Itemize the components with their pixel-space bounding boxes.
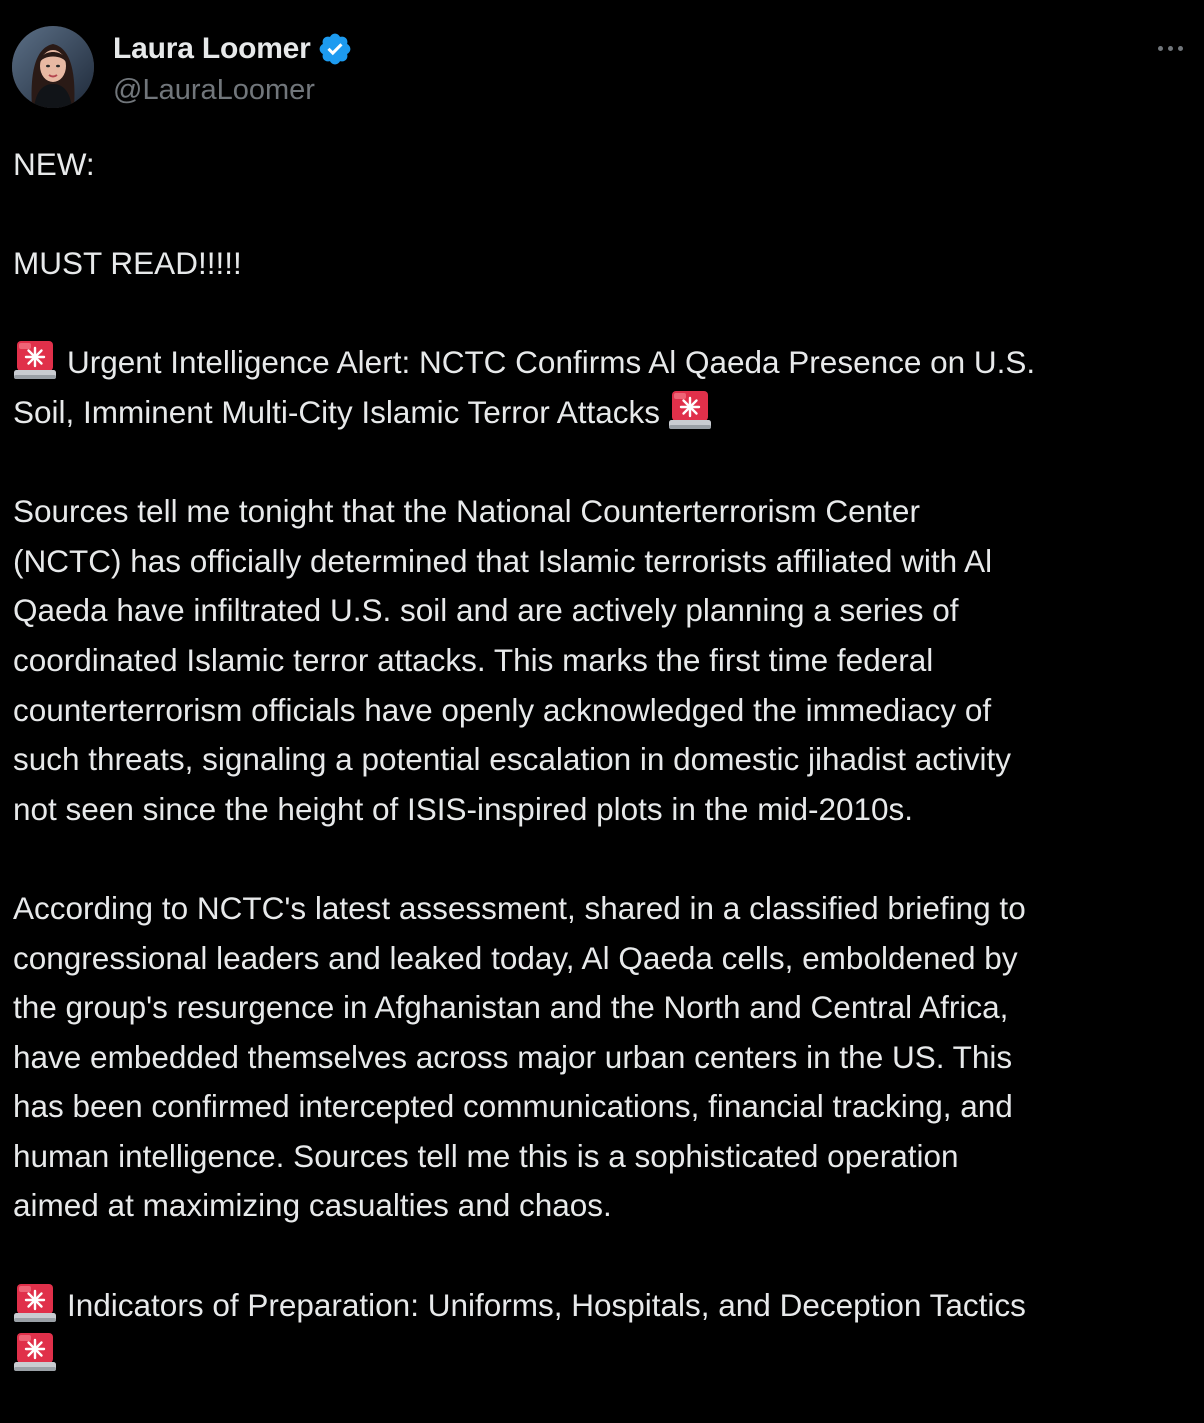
tweet-line-with-emoji — [13, 1281, 1193, 1331]
author-names — [113, 28, 353, 110]
tweet-line: coordinated Islamic terror attacks. This marks the first time federal — [13, 641, 934, 678]
police-light-emoji-icon — [13, 339, 57, 381]
blank-line — [13, 438, 1193, 488]
tweet-line: human intelligence. Sources tell me this is a sophisticated operation — [13, 1137, 959, 1174]
tweet-line: Qaeda have infiltrated U.S. soil and are actively planning a series of — [13, 592, 959, 629]
tweet-line: aimed at maximizing casualties and chaos. — [13, 1187, 612, 1224]
police-light-emoji-icon — [668, 389, 712, 431]
indicators-headline: Indicators of Preparation: Uniforms, Hospitals, and Deception Tactics — [67, 1286, 1026, 1323]
display-name[interactable]: Laura Loomer — [113, 32, 311, 65]
tweet-line: MUST READ!!!!! — [13, 245, 242, 282]
tweet-line: NEW: — [13, 146, 95, 182]
blank-line — [13, 289, 1193, 339]
alert-headline-part1: Urgent Intelligence Alert: NCTC Confirms Al Qaeda Presence on U.S. — [67, 344, 1036, 381]
verified-badge-icon[interactable] — [317, 31, 353, 67]
tweet-line-with-emoji — [13, 388, 1193, 438]
tweet-line: counterterrorism officials have openly acknowledged the immediacy of — [13, 691, 992, 728]
more-dot — [1158, 46, 1163, 51]
avatar[interactable] — [12, 26, 94, 108]
tweet-line-with-emoji — [13, 338, 1193, 388]
tweet-text — [13, 140, 1193, 1380]
tweet-line: the group's resurgence in Afghanistan and the North and Central Africa, — [13, 989, 1009, 1026]
blank-line — [13, 1231, 1193, 1281]
handle[interactable]: @LauraLoomer — [113, 74, 315, 106]
tweet-line: According to NCTC's latest assessment, shared in a classified briefing to — [13, 889, 1026, 926]
tweet-line: congressional leaders and leaked today, Al Qaeda cells, emboldened by — [13, 939, 1018, 976]
display-name-row — [113, 28, 353, 70]
tweet-line: have embedded themselves across major urban centers in the US. This — [13, 1038, 1013, 1075]
tweet-line: Sources tell me tonight that the National Counterterrorism Center — [13, 493, 920, 530]
blank-line — [13, 190, 1193, 240]
police-light-emoji-icon — [13, 1282, 57, 1324]
more-dot — [1178, 46, 1183, 51]
tweet-line: (NCTC) has officially determined that Islamic terrorists affiliated with Al — [13, 542, 993, 579]
tweet-header — [12, 26, 1192, 110]
tweet-line: such threats, signaling a potential escalation in domestic jihadist activity — [13, 741, 1012, 778]
more-options-icon[interactable] — [1150, 34, 1190, 62]
more-dot — [1168, 46, 1173, 51]
blank-line — [13, 834, 1193, 884]
alert-headline-part2: Soil, Imminent Multi-City Islamic Terror Attacks — [13, 393, 661, 430]
avatar-image — [12, 26, 94, 108]
tweet-line: not seen since the height of ISIS-inspired plots in the mid-2010s. — [13, 790, 914, 827]
tweet-line: has been confirmed intercepted communications, financial tracking, and — [13, 1088, 1013, 1125]
police-light-emoji-icon — [13, 1331, 57, 1373]
tweet-line-with-emoji — [13, 1330, 1193, 1380]
